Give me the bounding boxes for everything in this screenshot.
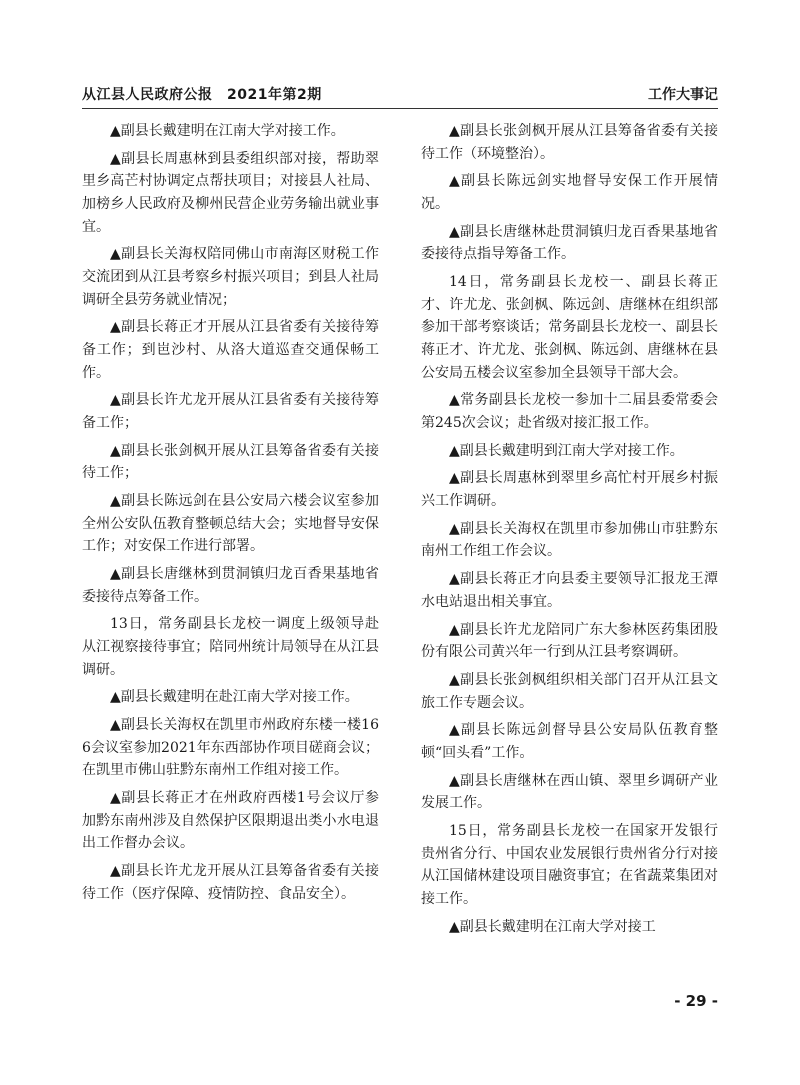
paragraph: ▲副县长关海权在凯里市州政府东楼一楼166会议室参加2021年东西部协作项目磋商会议；在凯里市佛山驻黔东南州工作组对接工作。 (82, 717, 379, 779)
page-number: - 29 - (674, 992, 718, 1010)
paragraph: ▲副县长唐继林在西山镇、翠里乡调研产业发展工作。 (421, 772, 718, 812)
paragraph: ▲副县长蒋正才向县委主要领导汇报龙王潭水电站退出相关事宜。 (421, 571, 718, 610)
paragraph: ▲副县长唐继林赴贯洞镇归龙百香果基地省委接待点指导筹备工作。 (421, 223, 718, 263)
paragraph: ▲副县长陈远剑在县公安局六楼会议室参加全州公安队伍教育整顿总结大会；实地督导安保工作；对安保工作进行部署。 (82, 493, 379, 555)
paragraph: ▲副县长陈远剑实地督导安保工作开展情况。 (421, 173, 718, 212)
paragraph: ▲副县长关海权陪同佛山市南海区财税工作交流团到从江县考察乡村振兴项目；到县人社局调研全县劳务就业情况； (82, 246, 379, 308)
paragraph: ▲副县长蒋正才开展从江县省委有关接待筹备工作；到岜沙村、从洛大道巡查交通保畅工作。 (82, 319, 379, 381)
paragraph: ▲常务副县长龙校一参加十二届县委常委会第245次会议；赴省级对接汇报工作。 (421, 392, 718, 431)
paragraph: ▲副县长张剑枫组织相关部门召开从江县文旅工作专题会议。 (421, 671, 718, 711)
paragraph: ▲副县长戴建明到江南大学对接工作。 (449, 442, 684, 459)
paragraph: ▲副县长关海权在凯里市参加佛山市驻黔东南州工作组工作会议。 (421, 520, 718, 560)
paragraph: ▲副县长周惠林到县委组织部对接，帮助翠里乡高芒村协调定点帮扶项目；对接县人社局、加榜乡人民政府及柳州民营企业劳务输出就业事宜。 (82, 150, 379, 235)
paragraph: ▲副县长张剑枫开展从江县筹备省委有关接待工作； (82, 442, 379, 482)
paragraph: ▲副县长唐继林到贯洞镇归龙百香果基地省委接待点筹备工作。 (82, 566, 379, 605)
paragraph: 14日，常务副县长龙校一、副县长蒋正才、许尤龙、张剑枫、陈远剑、唐继林在组织部参加干部考察谈话；常务副县长龙校一、副县长蒋正才、许尤龙、张剑枫、陈远剑、唐继林在县公安局五楼会议室参加全县领导干部大会。 (421, 274, 718, 381)
paragraph: ▲副县长陈远剑督导县公安局队伍教育整顿“回头看”工作。 (421, 722, 718, 761)
paragraph: ▲副县长戴建明在江南大学对接工作。 (110, 123, 345, 139)
paragraph: ▲副县长周惠林到翠里乡高忙村开展乡村振兴工作调研。 (421, 470, 718, 510)
paragraph: ▲副县长许尤龙陪同广东大参林医药集团股份有限公司黄兴年一行到从江县考察调研。 (421, 621, 718, 661)
paragraph: ▲副县长戴建明在赴江南大学对接工作。 (110, 689, 359, 706)
section-title: 工作大事记 (648, 87, 718, 103)
paragraph: 13日，常务副县长龙校一调度上级领导赴从江视察接待事宜；陪同州统计局领导在从江县调研。 (82, 616, 379, 678)
paragraph: ▲副县长蒋正才在州政府西楼1号会议厅参加黔东南州涉及自然保护区限期退出类小水电退出工作督办会议。 (82, 790, 379, 852)
right-column (421, 120, 718, 943)
left-column (82, 120, 379, 910)
header-divider (82, 108, 718, 109)
paragraph: ▲副县长许尤龙开展从江县筹备省委有关接待工作（医疗保障、疫情防控、食品安全）。 (82, 863, 379, 902)
page-header (82, 84, 718, 106)
paragraph: ▲副县长许尤龙开展从江县省委有关接待筹备工作； (82, 392, 379, 431)
paragraph: ▲副县长戴建明在江南大学对接工 (449, 918, 656, 935)
paragraph: ▲副县长张剑枫开展从江县筹备省委有关接待工作（环境整治）。 (421, 123, 718, 162)
paragraph: 15日，常务副县长龙校一在国家开发银行贵州省分行、中国农业发展银行贵州省分行对接从江国储林建设项目融资事宜；在省蔬菜集团对接工作。 (421, 823, 718, 907)
journal-title: 从江县人民政府公报 2021年第2期 (82, 87, 322, 103)
